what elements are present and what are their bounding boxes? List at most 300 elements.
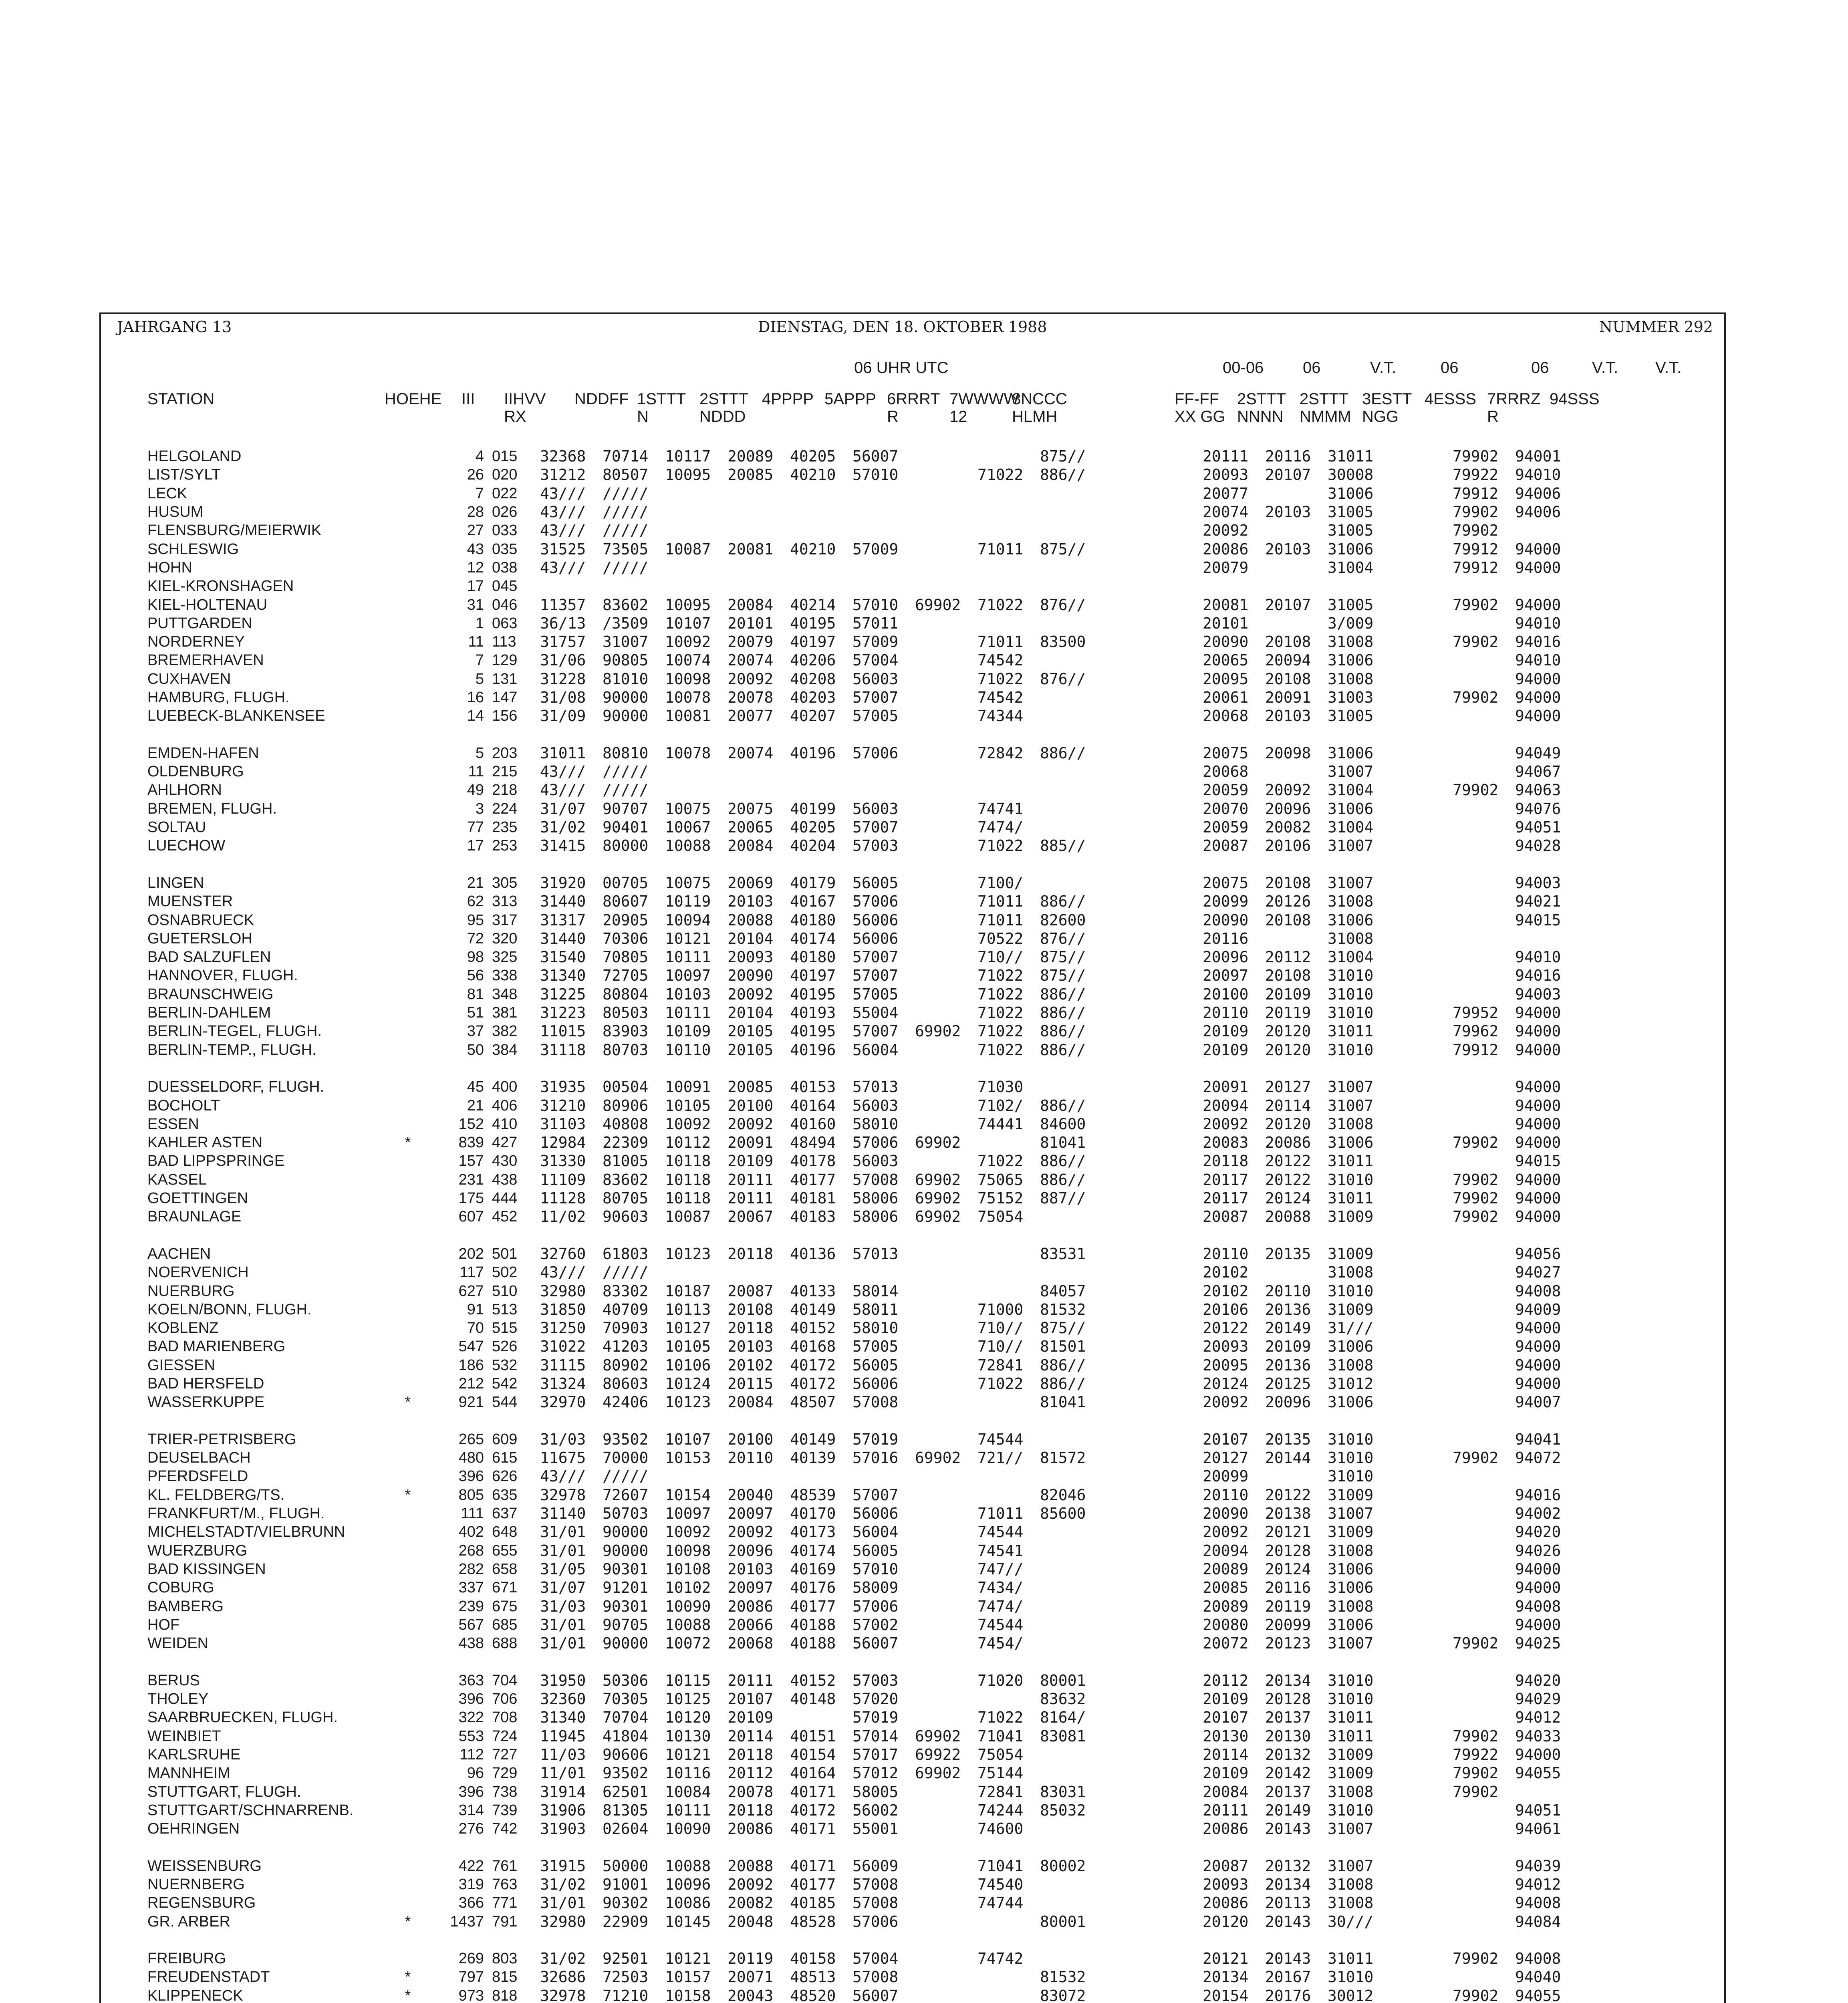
- table-cell: 96: [467, 1765, 484, 1782]
- table-cell: 20092: [728, 1876, 774, 1893]
- table-cell: 655: [492, 1542, 518, 1559]
- station-name: NUERNBERG: [147, 1876, 245, 1893]
- table-cell: 40208: [790, 670, 836, 688]
- table-cell: 7454/: [977, 1634, 1024, 1652]
- table-row: [147, 1875, 1578, 1894]
- table-cell: [1102, 1152, 1203, 1170]
- table-cell: 56009: [852, 1857, 899, 1875]
- table-cell: 20112: [1265, 948, 1311, 966]
- table-cell: [1390, 688, 1453, 707]
- station-name: FRANKFURT/M., FLUGH.: [147, 1505, 325, 1522]
- table-cell: [1390, 1449, 1453, 1467]
- table-cell: 10127: [665, 1319, 711, 1337]
- table-cell: 20103: [728, 1338, 774, 1356]
- table-cell: 203: [492, 744, 518, 762]
- table-cell: 40170: [790, 1505, 836, 1523]
- table-cell: 186: [458, 1356, 484, 1374]
- table-cell: 83632: [1040, 1690, 1086, 1708]
- table-cell: 94010: [1515, 466, 1561, 484]
- table-cell: [1390, 966, 1453, 985]
- table-cell: 31009: [1328, 1523, 1374, 1541]
- table-cell: [1102, 1727, 1203, 1745]
- table-cell: 57007: [852, 1486, 899, 1504]
- table-cell: 31250: [540, 1319, 586, 1337]
- table-cell: 11/01: [540, 1764, 586, 1782]
- table-cell: 31008: [1328, 1876, 1374, 1893]
- table-cell: 20128: [1265, 1690, 1311, 1708]
- table-cell: 40172: [790, 1801, 836, 1819]
- table-cell: 724: [492, 1727, 518, 1745]
- table-cell: 20087: [1203, 837, 1249, 855]
- mountain-marker: [396, 1820, 420, 1838]
- table-cell: 57008: [852, 1894, 899, 1912]
- table-cell: [1040, 1875, 1102, 1894]
- table-cell: 20120: [1265, 1115, 1311, 1133]
- mountain-marker: [396, 781, 420, 799]
- table-cell: 40174: [790, 1542, 836, 1560]
- table-cell: 10092: [665, 633, 711, 651]
- table-cell: [1040, 521, 1102, 540]
- table-cell: 396: [458, 1783, 484, 1800]
- column-header-19-line-1: 94SSS: [1550, 390, 1600, 408]
- table-cell: 10067: [665, 818, 711, 836]
- table-cell: 31004: [1328, 948, 1374, 966]
- table-cell: 85032: [1040, 1801, 1086, 1819]
- table-cell: [1390, 1207, 1453, 1226]
- table-cell: 80902: [603, 1356, 649, 1374]
- column-header-4-line-1: IIHVV: [504, 390, 546, 408]
- table-cell: 721//: [977, 1449, 1024, 1467]
- table-cell: 79902: [1453, 1783, 1499, 1801]
- table-cell: [1390, 1597, 1453, 1615]
- table-cell: 56003: [852, 800, 899, 818]
- mountain-marker: [396, 744, 420, 762]
- table-cell: 57017: [852, 1745, 899, 1763]
- table-cell: 57007: [852, 1022, 899, 1040]
- table-cell: [1390, 929, 1453, 948]
- table-cell: [1102, 1894, 1203, 1912]
- table-cell: 70000: [603, 1449, 649, 1467]
- table-cell: 10074: [665, 651, 711, 669]
- table-cell: 94012: [1515, 1876, 1561, 1893]
- table-cell: 20109: [728, 1709, 774, 1727]
- table-row: [147, 1801, 1578, 1820]
- table-cell: 81010: [603, 670, 649, 688]
- table-cell: 57003: [852, 1671, 899, 1689]
- table-row: [147, 874, 1578, 892]
- table-cell: 20070: [1203, 800, 1249, 818]
- table-cell: [1040, 1820, 1102, 1838]
- table-cell: 20149: [1265, 1801, 1311, 1819]
- table-cell: [1040, 688, 1102, 707]
- table-cell: [1265, 577, 1328, 595]
- table-cell: 40206: [790, 651, 836, 669]
- table-cell: [1390, 484, 1453, 503]
- table-cell: [1390, 1949, 1453, 1968]
- table-cell: 20109: [1203, 1041, 1249, 1059]
- table-cell: 94000: [1515, 670, 1561, 688]
- table-cell: [1102, 1096, 1203, 1114]
- table-cell: 79902: [1453, 1134, 1499, 1152]
- table-cell: 406: [492, 1097, 518, 1114]
- table-cell: 94008: [1515, 1597, 1561, 1615]
- mountain-marker: [396, 1263, 420, 1282]
- mountain-marker: [396, 948, 420, 966]
- table-cell: 20134: [1265, 1876, 1311, 1893]
- table-cell: 31850: [540, 1300, 586, 1318]
- table-cell: 10078: [665, 744, 711, 762]
- table-cell: 57008: [852, 1393, 899, 1411]
- table-cell: 20124: [1265, 1189, 1311, 1207]
- table-cell: [977, 1987, 1040, 2003]
- table-cell: 20085: [728, 1078, 774, 1096]
- table-cell: 20104: [728, 929, 774, 947]
- table-cell: 839: [458, 1134, 484, 1151]
- table-cell: 94025: [1515, 1634, 1561, 1652]
- mountain-marker: [396, 558, 420, 577]
- table-cell: 31/01: [540, 1634, 586, 1652]
- table-cell: 742: [492, 1820, 518, 1838]
- table-cell: 20086: [728, 1597, 774, 1615]
- table-cell: 43///: [540, 484, 586, 502]
- mountain-marker: [396, 1949, 420, 1968]
- table-cell: 31415: [540, 837, 586, 855]
- table-cell: /////: [603, 484, 649, 502]
- table-cell: 94000: [1515, 1096, 1561, 1114]
- table-cell: 10113: [665, 1300, 711, 1318]
- table-cell: [1102, 1857, 1203, 1875]
- table-cell: [1265, 1263, 1328, 1282]
- table-cell: 94026: [1515, 1542, 1561, 1560]
- table-cell: [1390, 577, 1453, 595]
- table-cell: [915, 1708, 977, 1727]
- table-cell: [1453, 1523, 1515, 1541]
- mountain-marker: *: [405, 1987, 411, 2003]
- table-cell: 69902: [915, 1449, 961, 1467]
- table-cell: 10117: [665, 447, 711, 465]
- table-cell: 063: [492, 615, 518, 632]
- table-cell: 20068: [728, 1634, 774, 1652]
- table-cell: /////: [603, 503, 649, 521]
- table-cell: 20071: [728, 1968, 774, 1986]
- table-cell: [540, 577, 603, 595]
- table-cell: 82600: [1040, 911, 1086, 929]
- table-cell: 567: [458, 1616, 484, 1633]
- table-cell: 20096: [1203, 948, 1249, 966]
- table-cell: [852, 762, 915, 781]
- table-cell: 20127: [1203, 1449, 1249, 1467]
- table-cell: [915, 1078, 977, 1096]
- table-cell: [1453, 1504, 1515, 1523]
- table-cell: 20105: [728, 1022, 774, 1040]
- mountain-marker: [396, 1282, 420, 1300]
- table-cell: [1453, 966, 1515, 985]
- table-cell: [915, 744, 977, 762]
- table-cell: 20092: [728, 985, 774, 1003]
- table-cell: 31006: [1328, 911, 1374, 929]
- mountain-marker: [396, 577, 420, 595]
- mountain-marker: [396, 818, 420, 836]
- table-cell: 94067: [1515, 763, 1561, 781]
- table-cell: [1453, 892, 1515, 911]
- table-cell: 94029: [1515, 1690, 1561, 1708]
- table-cell: 738: [492, 1783, 518, 1800]
- table-cell: 31006: [1328, 1393, 1374, 1411]
- station-name: LINGEN: [147, 874, 204, 891]
- table-row: [147, 1152, 1578, 1170]
- table-cell: 31010: [1328, 1690, 1374, 1708]
- table-row: [147, 1374, 1578, 1393]
- table-cell: 20117: [1203, 1189, 1249, 1207]
- station-name: HELGOLAND: [147, 448, 242, 465]
- table-cell: 79902: [1453, 596, 1499, 614]
- column-header-12-line-1: 8NCCC: [1012, 390, 1067, 408]
- station-name: BRAUNSCHWEIG: [147, 985, 274, 1003]
- table-cell: 31914: [540, 1783, 586, 1801]
- table-cell: 325: [492, 949, 518, 966]
- table-cell: [1390, 1041, 1453, 1059]
- table-cell: 212: [458, 1375, 484, 1392]
- table-cell: /////: [603, 558, 649, 576]
- table-cell: 20086: [1265, 1134, 1311, 1152]
- table-cell: [665, 781, 728, 799]
- table-cell: [915, 503, 977, 521]
- table-cell: 40153: [790, 1078, 836, 1096]
- table-cell: 20079: [728, 633, 774, 651]
- table-cell: [1102, 1374, 1203, 1393]
- table-cell: 94009: [1515, 1300, 1561, 1318]
- table-cell: 31225: [540, 985, 586, 1003]
- table-cell: 10078: [665, 689, 711, 706]
- table-cell: [1390, 781, 1453, 799]
- table-cell: 20107: [1265, 596, 1311, 614]
- table-cell: 11/02: [540, 1208, 586, 1226]
- mountain-marker: [396, 1430, 420, 1449]
- table-cell: 90705: [603, 1616, 649, 1634]
- table-cell: 80810: [603, 744, 649, 762]
- table-cell: 20089: [728, 447, 774, 465]
- table-cell: 11: [468, 763, 484, 780]
- table-cell: 31540: [540, 948, 586, 966]
- table-cell: 80804: [603, 985, 649, 1003]
- table-cell: [915, 1875, 977, 1894]
- table-cell: 56007: [852, 1634, 899, 1652]
- table-cell: [1102, 818, 1203, 836]
- table-cell: 11: [468, 633, 484, 651]
- table-row: [147, 818, 1578, 836]
- table-cell: [852, 558, 915, 577]
- table-cell: 94006: [1515, 484, 1561, 502]
- table-cell: [1390, 1782, 1453, 1801]
- table-cell: 72607: [603, 1486, 649, 1504]
- table-cell: 56005: [852, 1542, 899, 1560]
- table-cell: 10095: [665, 596, 711, 614]
- station-name: MUENSTER: [147, 893, 233, 910]
- table-cell: 85600: [1040, 1505, 1086, 1523]
- table-cell: [1102, 1041, 1203, 1059]
- table-cell: 31008: [1328, 670, 1374, 688]
- table-cell: [915, 1430, 977, 1449]
- table-cell: 10124: [665, 1374, 711, 1392]
- table-cell: 56002: [852, 1801, 899, 1819]
- table-cell: 20118: [728, 1801, 774, 1819]
- table-row: [147, 744, 1578, 762]
- table-cell: 20109: [1265, 985, 1311, 1003]
- table-cell: [915, 707, 977, 725]
- table-cell: [1453, 1245, 1515, 1263]
- table-cell: 40158: [790, 1950, 836, 1968]
- table-cell: [790, 521, 852, 540]
- table-cell: 57005: [852, 1338, 899, 1356]
- table-cell: 80906: [603, 1096, 649, 1114]
- table-cell: 74741: [977, 800, 1024, 818]
- table-cell: 20065: [1203, 651, 1249, 669]
- table-cell: 20093: [1203, 1876, 1249, 1893]
- table-cell: [1102, 1634, 1203, 1652]
- table-cell: [1390, 1004, 1453, 1022]
- table-cell: 20084: [728, 1393, 774, 1411]
- table-cell: 57005: [852, 985, 899, 1003]
- table-cell: [1040, 800, 1102, 818]
- table-cell: 40178: [790, 1152, 836, 1170]
- table-cell: [1102, 1597, 1203, 1615]
- column-header-16-line-2: NGG: [1362, 408, 1399, 425]
- table-cell: 31115: [540, 1356, 586, 1374]
- mountain-marker: [396, 1096, 420, 1114]
- station-name: BAD SALZUFLEN: [147, 949, 271, 966]
- table-cell: [1040, 1560, 1102, 1578]
- table-cell: 90000: [603, 689, 649, 706]
- table-cell: 57004: [852, 651, 899, 669]
- table-cell: 79902: [1453, 1727, 1499, 1745]
- table-cell: 20078: [728, 689, 774, 706]
- table-cell: 94063: [1515, 781, 1561, 799]
- table-cell: [977, 1133, 1040, 1152]
- table-cell: 20110: [1265, 1282, 1311, 1300]
- station-name: BAD LIPPSPRINGE: [147, 1153, 285, 1170]
- table-cell: 79902: [1453, 633, 1499, 651]
- table-row: [147, 781, 1578, 799]
- table-cell: 20116: [1265, 1579, 1311, 1597]
- mountain-marker: [396, 1801, 420, 1820]
- table-cell: [1453, 1912, 1515, 1930]
- table-cell: 305: [492, 874, 518, 891]
- table-cell: 235: [492, 819, 518, 836]
- mountain-marker: [396, 1523, 420, 1541]
- table-cell: [1390, 1560, 1453, 1578]
- table-cell: [1102, 688, 1203, 707]
- station-name: LIST/SYLT: [147, 466, 221, 484]
- table-cell: 20108: [1265, 874, 1311, 892]
- table-cell: 40168: [790, 1338, 836, 1356]
- table-cell: [1453, 1337, 1515, 1356]
- table-cell: 710//: [977, 1338, 1024, 1356]
- table-cell: 10158: [665, 1987, 711, 2003]
- table-cell: 265: [458, 1431, 484, 1448]
- table-cell: 94000: [1515, 1078, 1561, 1096]
- table-cell: [1040, 503, 1102, 521]
- table-cell: 41804: [603, 1727, 649, 1745]
- mountain-marker: [396, 595, 420, 614]
- table-cell: 80001: [1040, 1671, 1086, 1689]
- table-cell: 20092: [1203, 1523, 1249, 1541]
- table-cell: 94020: [1515, 1671, 1561, 1689]
- mountain-marker: [396, 911, 420, 929]
- table-cell: 20080: [1203, 1616, 1249, 1634]
- table-row: [147, 614, 1578, 633]
- table-cell: [1453, 1820, 1515, 1838]
- table-cell: 40195: [790, 1022, 836, 1040]
- table-cell: 77: [467, 819, 484, 836]
- table-cell: [1390, 1708, 1453, 1727]
- table-cell: [728, 558, 790, 577]
- table-cell: 20135: [1265, 1245, 1311, 1263]
- table-cell: 74441: [977, 1115, 1024, 1133]
- mountain-marker: [396, 966, 420, 985]
- table-row: [147, 1782, 1578, 1801]
- table-cell: 90000: [603, 1542, 649, 1560]
- table-row: [147, 1449, 1578, 1467]
- table-row: [147, 1189, 1578, 1207]
- table-cell: 69902: [915, 1727, 961, 1745]
- table-cell: 10116: [665, 1764, 711, 1782]
- table-cell: 73505: [603, 540, 649, 558]
- station-name: SCHLESWIG: [147, 540, 239, 558]
- table-cell: 94000: [1515, 558, 1561, 576]
- table-cell: 40139: [790, 1449, 836, 1467]
- table-cell: 10109: [665, 1022, 711, 1040]
- table-cell: 94000: [1515, 1208, 1561, 1226]
- table-cell: [1515, 1782, 1578, 1801]
- table-cell: 79922: [1453, 1745, 1499, 1763]
- table-cell: 40183: [790, 1208, 836, 1226]
- table-cell: 72841: [977, 1783, 1024, 1801]
- table-cell: [1040, 577, 1102, 595]
- table-cell: 75065: [977, 1171, 1024, 1189]
- table-cell: 20108: [1265, 967, 1311, 985]
- table-cell: 94028: [1515, 837, 1561, 855]
- table-row: [147, 1949, 1578, 1968]
- table-cell: [1265, 1467, 1328, 1485]
- table-cell: [915, 1912, 977, 1930]
- table-cell: 22309: [603, 1134, 649, 1152]
- table-cell: 40148: [790, 1690, 836, 1708]
- table-cell: [1102, 1875, 1203, 1894]
- table-cell: 20091: [1265, 689, 1311, 706]
- table-cell: [1040, 1467, 1102, 1485]
- table-cell: 40197: [790, 633, 836, 651]
- table-cell: 20123: [1265, 1634, 1311, 1652]
- table-row: [147, 762, 1578, 781]
- table-cell: 20096: [1265, 1393, 1311, 1411]
- mountain-marker: [396, 1542, 420, 1560]
- table-cell: 94055: [1515, 1987, 1561, 2003]
- table-cell: 71022: [977, 1709, 1024, 1727]
- table-cell: 56005: [852, 1356, 899, 1374]
- table-cell: 3/009: [1328, 614, 1374, 632]
- station-name: BERUS: [147, 1672, 200, 1689]
- table-cell: [852, 1263, 915, 1282]
- table-cell: 10107: [665, 1430, 711, 1448]
- table-cell: 20149: [1265, 1319, 1311, 1337]
- table-cell: 71022: [977, 1152, 1024, 1170]
- table-cell: [1453, 929, 1515, 948]
- table-cell: 58006: [852, 1189, 899, 1207]
- table-cell: 797: [458, 1969, 484, 1986]
- table-cell: 10115: [665, 1671, 711, 1689]
- table-cell: 20087: [728, 1282, 774, 1300]
- table-cell: 31935: [540, 1078, 586, 1096]
